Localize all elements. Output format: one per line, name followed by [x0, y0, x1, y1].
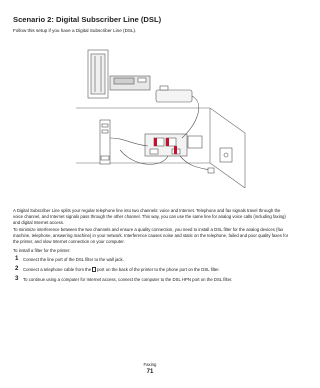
step-text: To continue using a computer for Internet access, connect the computer to the DSL HPN port on the DSL filter.	[23, 277, 233, 282]
step-text-before: Connect a telephone cable from the	[23, 267, 92, 272]
step-number: 1	[15, 255, 19, 262]
step-1	[13, 257, 289, 267]
computer-illustration	[100, 120, 110, 164]
step-number: 3	[15, 275, 19, 282]
step-text	[23, 267, 220, 273]
phone-port-icon	[92, 267, 96, 272]
paragraph-dsl-description: A Digital Subscriber Line splits your regular telephone line into two channels: voice and Internet. Telephone and fax signals travel through the voice channel, and Internet signals pass through the other channel. This way, you can use the same line for analog voice calls (including faxing) and digital Internet access.	[13, 208, 286, 225]
step-number: 2	[15, 265, 19, 272]
steps-list	[13, 257, 289, 287]
page-heading: Scenario 2: Digital Subscriber Line (DSL)	[13, 15, 162, 24]
dsl-setup-illustration	[70, 38, 270, 188]
paragraph-interference: To minimize interference between the two channels and ensure a quality connection, you need to install a DSL filter for the analog devices (fax machine, telephone, answering machine) in your network. Interference causes noise and static on the telephone, failed and poor quality faxes for the printer, and slow Internet connection on your computer.	[13, 227, 289, 244]
footer-section-label: Faxing	[143, 362, 157, 367]
step-2	[13, 267, 289, 277]
step-text-after: port on the back of the printer to the phone port on the DSL filter.	[97, 267, 220, 272]
step-text: Connect the line port of the DSL filter to the wall jack.	[23, 257, 124, 262]
intro-text: Follow this setup if you have a Digital Subscriber Line (DSL).	[13, 28, 137, 33]
wall-jack-illustration	[220, 148, 232, 162]
paragraph-install-filter: To install a filter for the printer:	[13, 248, 71, 253]
step-3	[13, 277, 289, 287]
page-number: 71	[146, 369, 154, 375]
